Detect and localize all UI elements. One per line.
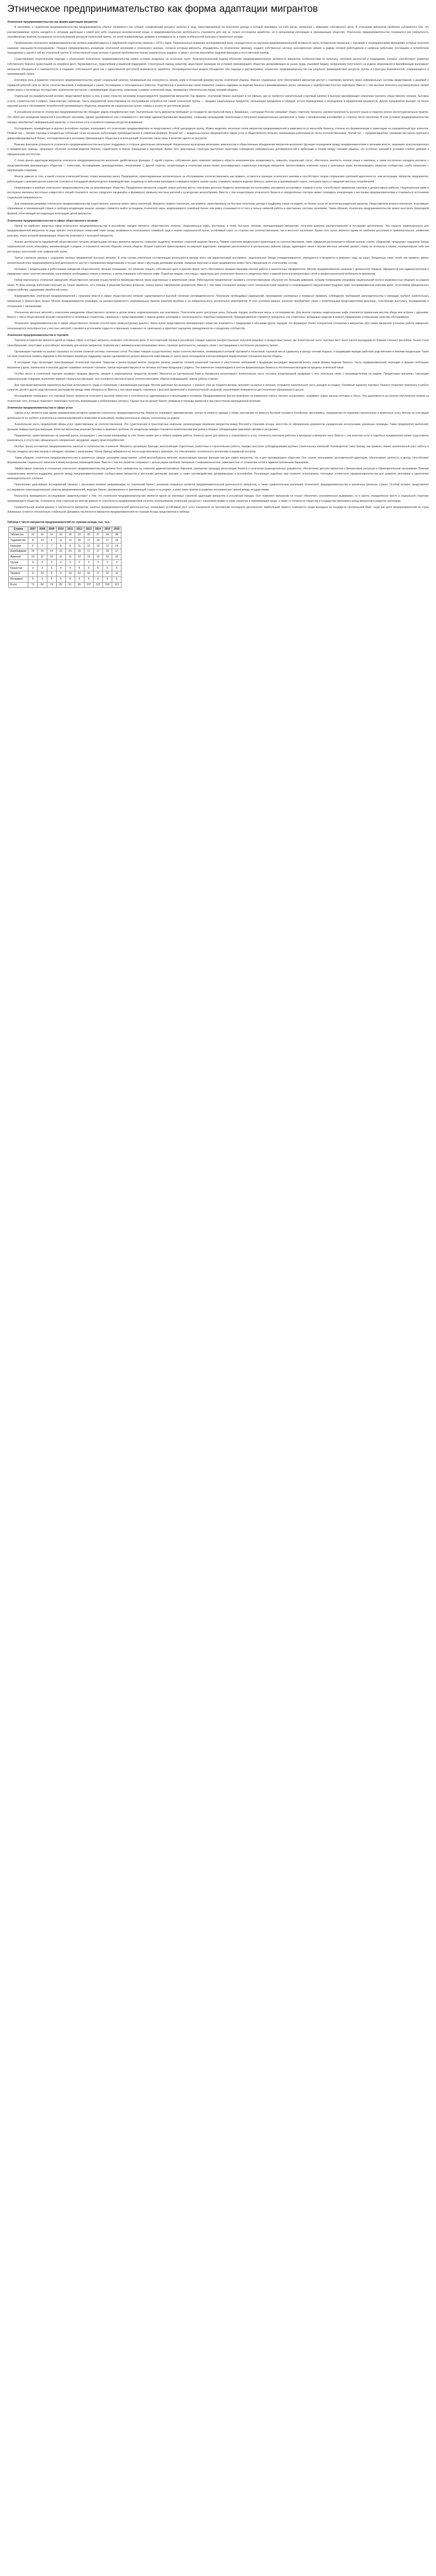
table-row-label: Казахстан	[9, 566, 28, 571]
table-cell: 13	[93, 554, 102, 560]
table-cell: 4	[38, 560, 47, 566]
table-cell: 82	[56, 582, 65, 588]
table-cell: 12	[112, 554, 121, 560]
table-cell: 11	[75, 544, 84, 549]
table-cell: 6	[93, 577, 102, 582]
paragraph: Существующие теоретические подходы к объяснению этнического предпринимательства можно условно разделить на несколько групп. Культурологический подход объясняет предпринимательскую активность мигрантов особенностями их культуры, системой ценностей и традициями, которые способствуют развитию собственного бизнеса: ориентацией на семейное дело, бережливостью, трудолюбием и взаимной поддержкой. Структурный подход, напротив, акцентирует внимание на условиях принимающего общества: дискриминация на рынке труда, языковой барьер, непризнание полученного на родине образования и квалификации вынуждают мигрантов обращаться к самозанятости и созданию собственного дела как к единственной доступной возможности заработка. Интеракционистская модель объединяет оба подхода и рассматривает этническое предпринимательство как результат взаимодействия ресурсов группы и структуры возможностей, открывающихся в принимающей стране.	[7, 58, 429, 76]
table-row	[9, 560, 121, 566]
table-cell: 5	[103, 577, 112, 582]
table-cell: 3	[28, 566, 38, 571]
table-cell: 10	[38, 571, 47, 577]
table-cell: 5	[103, 566, 112, 571]
table-cell: 4	[65, 566, 75, 571]
table-cell: 12	[103, 554, 112, 560]
table-cell: 10	[75, 571, 84, 577]
paragraph: Для понимания динамики этнического предпринимательства существенное значение имеет смена поколений. Мигранты первого поколения, как правило, ориентированы на быстрое получение дохода и поддержку семьи на родине, их бизнес носит во многом вынужденный характер. Представители второго поколения, получившие образование в принимающей стране и свободно владеющие языком, нередко стремятся выйти за пределы этнической ниши, модернизируют семейный бизнес или вовсе отказываются от него в пользу наёмной работы в престижных секторах экономики. Таким образом, этническое предпринимательство может выступать переходной формой, облегчающей последующую интеграцию детей мигрантов.	[7, 202, 429, 216]
table-cell: 3	[56, 560, 65, 566]
table-cell: 12	[84, 544, 93, 549]
table-cell: 9	[47, 538, 56, 544]
table-cell: 7	[38, 544, 47, 549]
table-cell: 11	[65, 554, 75, 560]
paragraph: Значительная часть предприятий сферы услуг ориентирована на соотечественников. Это туристические и транспортные компании, организующие перевозки мигрантов между Россией и странами исхода, агентства по оформлению документов, юридические консультации, денежные переводы. Такие предприятия выполняют функцию инфраструктуры миграции, облегчая мигрантам решение бытовых и правовых проблем. Их владельцы нередко становятся влиятельными фигурами в общине, обладающими широкими связями и ресурсами.	[7, 422, 429, 431]
table-row-label: Всего	[9, 582, 28, 588]
paragraph: Этническое предпринимательство в сфере общественного питания способствует межкультурному диалогу. Через кухню представители принимающего общества знакомятся с традициями и обычаями других народов, что формирует более толерантное отношение к мигрантам. Для самих мигрантов успешная работа заведения, пользующегося популярностью у местных жителей, становится источником гордости и признания, повышает их самооценку и укрепляет ощущение принадлежности к городскому сообществу.	[7, 322, 429, 330]
table-cell: 106	[103, 582, 112, 588]
table-cell: 6	[28, 544, 38, 549]
table-cell: 7	[47, 544, 56, 549]
table-header-cell: 2007	[28, 527, 38, 532]
table-cell: 13	[112, 571, 121, 577]
section-heading: Этническое предпринимательство в сфере услуг	[7, 406, 73, 410]
table-cell: 25	[84, 532, 93, 538]
table-cell: 10	[65, 571, 75, 577]
table-cell: 6	[75, 577, 84, 582]
table-row	[9, 571, 121, 577]
paragraph: Результаты проведённого исследования свидетельствуют о том, что этническое предпринимательство является одной из ключевых стратегий адаптации мигрантов в российских городах. Оно позволяет мигрантам не только обеспечить экономическое выживание, но и занять определённое место в социальной структуре принимающего общества. Успешность этой стратегии во многом зависит от способности предпринимателей сочетать использование этнических ресурсов с освоением правил и норм, принятых в принимающей среде, а также от готовности общества и государства признавать вклад мигрантов в развитие экономики.	[7, 495, 429, 503]
paragraph: Одной из наиболее заметных сфер этнического предпринимательства в российских городах является общественное питание. Национальные кафе, рестораны и точки быстрого питания, принадлежащие мигрантам, получили широкое распространение в последние десятилетия. Эта отрасль привлекательна для предпринимателей-мигрантов по ряду причин: относительно невысокий порог входа, возможность использовать семейный труд и знания национальной кухни, устойчивый спрос со стороны как соотечественников, так и местного населения. Кроме того, кухня является одним из наиболее доступных и привлекательных элементов культуры, через который принимающее общество знакомится с культурой мигрантов.	[7, 224, 429, 238]
table-cell: 5	[38, 577, 47, 582]
paragraph: Торговля исторически является одной из первых сфер, в которых мигранты начинают собственное дело. В постсоветский период в российских городах широкое распространение получили вещевые и продуктовые рынки, где значительная часть торговых мест была занята выходцами из бывших союзных республик. Рынки стали своеобразными «воротами» в российскую экономику для многих мигрантов, позволяя им с минимальными вложениями начать торговую деятельность, наладить связи с поставщиками и постепенно расширить бизнес.	[7, 339, 429, 347]
table-cell: 10	[28, 554, 38, 560]
paragraph: Для торговцев-мигрантов характерна высокая интенсивность труда и стремление к минимизации расходов. Многие работают без выходных, с раннего утра до позднего вечера, экономят на жилье и питании, отправляя значительную часть доходов на родину. Семейный характер торгового бизнеса позволяет вовлекать в работу супругов, детей и других родственников, распределяя между ними обязанности. Вместе с тем такая модель сопряжена с высокой физической и психологической нагрузкой, ограничивает возможности для получения образования и досуга.	[7, 383, 429, 392]
table-row-label: Таджикистан	[9, 538, 28, 544]
table-cell: 11	[56, 538, 65, 544]
paragraph: Проблематика этнического предпринимательства активно разрабатывается в зарубежной социологии начиная с 1970-х годов. Первоначально внимание исследователей было сосредоточено на изучении предпринимательской активности групп, исторически связанных с торговлей и посредническими функциями, которые получили название «меньшинств-посредников». Позднее сформировались концепции этнической экономики и этнического анклава, согласно которым мигранты, объединяясь по этническому признаку, создают собственную систему экономических связей, в рамках которой работодатели и наёмные работники, поставщики и потребители принадлежат к одной и той же этнической группе. В отечественной науке интерес к данной проблематике возник сравнительно недавно, в связи с ростом масштабов трудовой миграции в постсоветский период.	[7, 42, 429, 55]
table-cell: 9	[28, 571, 38, 577]
table-cell: 13	[93, 544, 102, 549]
table-cell: 80	[38, 582, 47, 588]
paragraph: Исследования, проведённые в крупных российских городах, показывают, что этнические предприниматели не представляют собой однородную группу. Можно выделить несколько типов мигрантов-предпринимателей в зависимости от масштаба бизнеса, степени его формализации и ориентации на определённый круг клиентов. Первый тип — мелкие торговцы и владельцы небольших точек на рынках, работающие преимущественно в семейном формате. Второй тип — владельцы малых предприятий в сфере услуг и общественного питания, нанимающие работников из числа соотечественников. Третий тип — предприниматели, сумевшие выстроить крупный и диверсифицированный бизнес, интегрированный в экономику принимающего общества и использующий этнические связи лишь в качестве одного из ресурсов.	[7, 127, 429, 140]
table-cell: 6	[65, 577, 75, 582]
table-row	[9, 532, 121, 538]
table-cell: 12	[28, 532, 38, 538]
table-cell: 12	[75, 554, 84, 560]
table-row	[9, 577, 121, 582]
table-header-cell: Страна	[9, 527, 28, 532]
table-cell: 3	[47, 566, 56, 571]
paragraph: С точки зрения адаптации мигрантов этническое предпринимательство выполняет двойственную функцию. С одной стороны, собственное дело позволяет мигранту обрести экономическую независимость, повысить социальный статус, обеспечить занятость членов семьи и земляков, а также постепенно наладить контакты с представителями принимающего общества — клиентами, поставщиками, арендодателями, чиновниками. С другой стороны, концентрация в этнических нишах может консервировать социальную изоляцию мигрантов, препятствовать освоению языка и культурных норм, воспроизводить закрытые сообщества, слабо связанные с окружающим социумом.	[7, 159, 429, 173]
table-cell: 12	[103, 544, 112, 549]
table-row-label: Азербайджан	[9, 549, 28, 554]
table-cell: 19	[65, 532, 75, 538]
paragraph: Исследование показывает, что торговый бизнес мигрантов отличается высокой гибкостью и способностью адаптироваться к меняющимся условиям. Предприниматели быстро реагируют на изменения спроса, меняют ассортимент, осваивают новые каналы поставок и сбыта. Эта адаптивность во многом обусловлена опорой на этнические сети, которые позволяют оперативно получать информацию и мобилизовать ресурсы. Однако она же делает бизнес уязвимым в периоды кризисов и при ужесточении миграционной политики.	[7, 395, 429, 403]
table-cell: 14	[47, 549, 56, 554]
paragraph: Анализ деятельности предприятий общественного питания, владельцами которых являются мигранты, позволяет выделить несколько стратегий ведения бизнеса. Первая стратегия предполагает ориентацию на соотечественников: такие заведения располагаются вблизи рынков, строек, общежитий, предлагают недорогие блюда национальной кухни, атмосферу, напоминающую о родине, и становятся местом общения членов общины. Вторая стратегия ориентирована на широкую аудиторию: заведения располагаются в центральных районах города, адаптируют меню к вкусам местных жителей, делают ставку на интерьер и сервис, позиционируют себя как рестораны «восточной» или «кавказской» кухни.	[7, 240, 429, 254]
table-cell: 16	[103, 549, 112, 554]
paragraph: Сравнительный анализ данных о численности мигрантов, занятых предпринимательской деятельностью, показывает устойчивый рост этого показателя на протяжении последнего десятилетия. Наибольший прирост отмечается среди выходцев из государств Центральной Азии, тогда как доля предпринимателей из стран Закавказья остаётся относительно стабильной. Динамика численности мигрантов-предпринимателей по странам исхода представлена в таблице.	[7, 505, 429, 514]
table-cell: 24	[103, 532, 112, 538]
table-cell: 13	[65, 538, 75, 544]
table-cell: 4	[56, 566, 65, 571]
table-cell: 112	[93, 582, 102, 588]
paragraph: Интервью с владельцами и работниками заведений общественного питания показывают, что решение открыть собственное дело в данной сфере часто обусловлено предшествующим опытом работы в аналогичных предприятиях. Многие предприниматели начинали с должностей поваров, официантов или администраторов в заведениях своих соотечественников, накапливали необходимые знания и капитал, а затем открывали собственное кафе. Подобная модель «лестницы» характерна для этнического бизнеса и свидетельствует о важной роли внутригрупповых сетей в профессиональной мобильности мигрантов.	[7, 267, 429, 276]
table-header-cell: 2010	[56, 527, 65, 532]
table-header-cell: 2011	[65, 527, 75, 532]
table-cell: 5	[93, 566, 102, 571]
table-header-cell: 2016	[112, 527, 121, 532]
paragraph: Предприятия, ориентированные на широкий рынок, конкурируют с местными компаниями за счёт более низких цен и гибкого графика работы. Клиенты ценят доступность и оперативность услуг, готовность мастеров работать в выходные и вечерние часы. Вместе с тем качество услуг в подобных предприятиях может существенно различаться, а отсутствие официального оформления затрудняет защиту прав потребителей.	[7, 434, 429, 443]
table-row	[9, 582, 121, 588]
table-caption: Таблица 1 Число мигрантов-предпринимателей по странам исхода, тыс. чел.	[7, 520, 110, 524]
table-cell: 12	[103, 571, 112, 577]
table-cell: 10	[47, 554, 56, 560]
table-cell: 8	[56, 544, 65, 549]
table-cell: 17	[112, 549, 121, 554]
paragraph: В российском контексте этническое предпринимательство обладает рядом специфических черт. Значительная часть мигрантов прибывает из государств Центральной Азии и Закавказья, с которыми Россию связывает общее советское прошлое, распространённость русского языка и сходство многих институциональных практик. Это облегчает вхождение мигрантов в российскую экономику, однако одновременно они сталкиваются с жёсткими административными барьерами, сложными процедурами легализации и получения разрешительных документов, а также с проявлениями ксенофобии со стороны части населения. В этих условиях предпринимательство нередко приобретает неформальный характер, а этнические сети становятся главным ресурсом выживания.	[7, 111, 429, 124]
table-cell: 4	[75, 566, 84, 571]
table-cell: 17	[93, 549, 102, 554]
table-header-row	[9, 527, 121, 532]
table-header-cell: 2009	[47, 527, 56, 532]
paragraph: Особую группу составляют предприниматели, занятые в строительстве и ремонте. Мигранты организуют бригады, выполняющие отделочные, ремонтные и строительные работы, нередко выступая субподрядчиками крупных строительных компаний. Руководители таких бригад, как правило, имеют значительный опыт работы в России, владеют русским языком и обладают связями с заказчиками. Члены бригад набираются из числа родственников и земляков, что обеспечивает сплочённость коллектива и взаимный контроль.	[7, 445, 429, 453]
table-cell: 9	[65, 544, 75, 549]
table-cell: 5	[56, 577, 65, 582]
table-cell: 3	[47, 560, 56, 566]
table-cell: 19	[93, 538, 102, 544]
table-header-cell: 2012	[75, 527, 84, 532]
paragraph: Эффективная политика в отношении этнического предпринимательства должна быть направлена на снижение административных барьеров, упрощение процедур регистрации бизнеса и получения разрешительных документов, обеспечение доступа мигрантов к финансовым ресурсам и образовательным программам. Важным направлением является поддержка диалога между предпринимательскими сообществами мигрантов и местными деловыми кругами, а также противодействие дискриминации и ксенофобии. Реализация подобных мер позволит использовать потенциал этнического предпринимательства для развития экономики и укрепления межнационального согласия.	[7, 467, 429, 481]
table-header-cell: 2015	[103, 527, 112, 532]
article-title: Этническое предпринимательство как форма адаптации мигрантов	[7, 4, 318, 14]
paragraph: Сфера услуг является ещё одним направлением активного развития этнического предпринимательства. Мигранты открывают парикмахерские, ателье по ремонту одежды и обуви, мастерские по ремонту бытовой техники и телефонов, автосервисы, предприятия по оказанию строительных и ремонтных услуг. Многие из этих видов деятельности не требуют значительных капиталовложений и позволяют использовать профессиональные навыки, полученные на родине.	[7, 412, 429, 420]
table-cell: 71	[28, 582, 38, 588]
table-cell: 5	[112, 566, 121, 571]
section-heading: Этническое предпринимательство как форма адаптации мигрантов	[7, 21, 98, 24]
table-cell: 8	[28, 538, 38, 544]
table-row	[9, 554, 121, 560]
table-row-label: Грузия	[9, 560, 28, 566]
paragraph: Перспективы дальнейших исследований связаны с изучением влияния цифровизации на этнический бизнес, анализом гендерных аспектов предпринимательской деятельности мигрантов, а также сравнительным изучением этнического предпринимательства в различных регионах страны. Особый интерес представляет исследование транснациональных практик предпринимателей, ведущих бизнес одновременно в принимающей стране и на родине, и роли таких практик в развитии экономических связей между государствами.	[7, 483, 429, 492]
table-row	[9, 549, 121, 554]
table-cell: 5	[112, 577, 121, 582]
table-cell: 14	[47, 532, 56, 538]
paragraph: Особое место в этнической торговле занимает продажа фруктов, овощей и национальных продуктов питания. Мигранты из Центральной Азии и Закавказья контролируют значительную часть поставок плодоовощной продукции с юга, используя связи с производителями на родине. Продуктовые магазины, торгующие национальными товарами, выполняют важную социальную функцию: они становятся местом встречи соотечественников, обмена информацией, поиска работы и жилья.	[7, 372, 429, 381]
paragraph: Немаловажно и влияние этнического предпринимательства на принимающее общество. Предприятия мигрантов создают новые рабочие места, пополняют местные бюджеты налоговыми поступлениями, расширяют ассортимент товаров и услуг, способствуют оживлению торговли в депрессивных районах. Национальные кафе и рестораны, магазины восточных сладостей и специй становятся частью городского ландшафта и формируют привычку местных жителей к культурному многообразию. Вместе с тем концентрация этнического бизнеса в определённых секторах может порождать конкуренцию с местными предпринимателями и становиться источником социальной напряжённости.	[7, 186, 429, 199]
article-body	[7, 20, 429, 515]
table-row-label: Украина	[9, 571, 28, 577]
table-cell: 26	[112, 532, 121, 538]
table-cell: 74	[47, 582, 56, 588]
table-cell: 3	[112, 560, 121, 566]
table-cell: 15	[75, 538, 84, 544]
table-cell: 16	[75, 549, 84, 554]
table-cell: 4	[28, 560, 38, 566]
table-cell: 16	[65, 549, 75, 554]
paragraph: Важным фактором успешности этнического предпринимательства выступает поддержка со стороны диаспорных организаций. Национально-культурные автономии, землячества и общественные объединения мигрантов выполняют функции посредников между предпринимателями и органами власти, оказывают консультационную и юридическую помощь, организуют обучение основам ведения бизнеса, содействуют в поиске помещений и партнёров. Кроме того, диаспорные структуры выступают гарантами соблюдения неформальных договорённостей и арбитрами в спорах между членами общины, что особенно значимо в условиях слабого доверия к официальным институтам.	[7, 143, 429, 156]
table-cell: 14	[28, 549, 38, 554]
data-table	[8, 527, 121, 588]
table-cell: 5	[84, 566, 93, 571]
table-cell: 15	[38, 549, 47, 554]
paragraph: Взаимодействие этнических предпринимателей с органами власти в сфере общественного питания характеризуется высокой степенью неопределённости. Получение необходимых разрешений, прохождение санитарных и пожарных проверок, соблюдение требований законодательства о миграции требуют значительных временных и финансовых затрат. Многие предприниматели указывают на распространённость неформальных практик решения проблем и на избирательность контрольных мероприятий. В этих условиях важное значение приобретают связи с влиятельными представителями диаспоры, способными выступить посредниками в отношениях с чиновниками.	[7, 295, 429, 308]
table-cell: 15	[38, 532, 47, 538]
table-cell: 5	[28, 577, 38, 582]
table-cell: 6	[84, 577, 93, 582]
table-row-label: Узбекистан	[9, 532, 28, 538]
table-cell: 11	[56, 554, 65, 560]
table-cell: 3	[84, 560, 93, 566]
section-heading: Этническое предпринимательство в сфере общественного питания	[7, 219, 98, 223]
paragraph: Таким образом, этническое предпринимательство в различных сферах экономики представляет собой многообразное явление, выполняющее важные функции как для самих мигрантов, так и для принимающего общества. Оно служит механизмом экономической адаптации, обеспечивает занятость и доход, способствует формированию социального капитала и межкультурному взаимодействию. Вместе с тем его развитие сопряжено с целым рядом проблем, связанных с неформальностью, зависимостью от этнических сетей и административными барьерами.	[7, 456, 429, 465]
table-cell: 91	[65, 582, 75, 588]
table-cell: 17	[84, 538, 93, 544]
table-cell: 3	[75, 560, 84, 566]
table-row	[9, 538, 121, 544]
table-cell: 27	[93, 532, 102, 538]
table-header-cell: 2008	[38, 527, 47, 532]
table-cell: 99	[75, 582, 84, 588]
table-cell: 3	[65, 560, 75, 566]
table-row	[9, 544, 121, 549]
paragraph: Организация торговли на рынках строилась на основе сложной системы этнических сетей. Поставки товаров осуществлялись через соотечественников, занимавшихся оптовой торговлей и логистикой, торговые места сдавались в аренду членам общины, а продавцами нередко работали родственники и земляки владельцев. Такая система позволяла снижать издержки и обеспечивать взаимную поддержку, однако одновременно делала мигрантов зависимыми от узкого круга посредников и воспроизводила иерархические отношения внутри общины.	[7, 350, 429, 359]
table-cell: 3	[93, 560, 102, 566]
table-cell: 3	[38, 566, 47, 571]
paragraph: В последние годы происходит трансформация этнической торговли. Закрытие и реконструкция многих городских рынков, развитие сетевой розничной торговли и ужесточение требований к продавцам вынуждают мигрантов искать новые формы ведения бизнеса. Часть предпринимателей переходит в формат небольших магазинов у дома, павильонов и киосков, другие осваивают интернет-торговлю, третьи переориентируются на оптовые поставки продукции с родины. Эти изменения сопровождаются ростом формализации бизнеса и постепенным выходом за пределы этнической ниши.	[7, 361, 429, 370]
table-header-cell: 2014	[93, 527, 102, 532]
table-cell: 16	[56, 532, 65, 538]
table-cell: 14	[112, 544, 121, 549]
section-heading: Этническое предпринимательство в торговле	[7, 334, 69, 337]
table-cell: 12	[84, 554, 93, 560]
table-cell: 10	[38, 538, 47, 544]
paragraph: Многое зависит от того, в какой степени этнический бизнес открыт внешнему рынку. Предприятия, ориентированные исключительно на обслуживание соотечественников, как правило, остаются в границах этнического анклава и способствуют скорее сохранению групповой идентичности, чем интеграции. Напротив, предприятия, работающие с широким кругом клиентов, становятся площадкой межкультурного взаимодействия: владельцы и работники вынуждены совершенствовать знание языка, осваивать правила ведения бизнеса, принятые в принимающей стране, учитывать вкусы и ожидания местных потребителей.	[7, 175, 429, 183]
table-cell: 11	[38, 554, 47, 560]
paragraph: Набор персонала в этнических заведениях общественного питания осуществляется преимущественно через родственные и земляческие связи. Работодатели предпочитают нанимать соотечественников, объясняя это большим доверием, лучшим пониманием специфики национальной кухни и возможностью общения на родном языке. В свою очередь работники получают не только заработок, но и помощь в решении бытовых вопросов, поиске жилья, оформлении документов. Вместе с тем такие отношения нередко носят патерналистский характер и сопровождаются нарушениями трудовых прав: ненормированным рабочим днём, отсутствием официального трудоустройства, задержками заработной платы.	[7, 279, 429, 292]
table-cell: 22	[75, 532, 84, 538]
table-cell: 18	[112, 538, 121, 544]
paragraph: Третья стратегия связана с созданием сетевых предприятий быстрого питания. В этом случае этническая составляющая используется прежде всего как маркетинговый инструмент: национальные блюда стандартизируются, упрощаются и продаются в формате «еды на ходу». Владельцы таких сетей, как правило, имеют значительный опыт предпринимательской деятельности, доступ к банковскому кредитованию и тесные связи с местными деловыми кругами. Наёмный персонал в таких предприятиях может быть смешанным по этническому составу.	[7, 257, 429, 265]
table-header-cell: 2013	[84, 527, 93, 532]
paragraph: В экономике и социологии предпринимательства предприниматель обычно понимается как субъект, соединяющий ресурсы, капитал и труд, ориентированный на получение дохода и готовый принимать на себя риски, связанные с ведением собственного дела. В отношении мигрантов проблема усложняется тем, что рассматриваемая группа находится в ситуации адаптации к новой для себя социально-экономической среде, и предпринимательская деятельность становится для неё не только источником заработка, но и механизмом интеграции в принимающее общество. Этническое предпринимательство понимается как совокупность экономических практик, основанных на использовании ресурсов этнической группы, её сетей взаимопомощи, доверия и солидарности, а также особенностей культуры и жизненного уклада.	[7, 26, 429, 39]
table-cell: 17	[84, 549, 93, 554]
table-cell: 9	[56, 571, 65, 577]
table-cell: 3	[103, 560, 112, 566]
table-cell: 5	[47, 577, 56, 582]
table-cell: 9	[47, 571, 56, 577]
table-row-label: Армения	[9, 554, 28, 560]
table-row-label: Молдавия	[9, 577, 28, 582]
table-cell: 15	[56, 549, 65, 554]
table-cell: 9	[93, 571, 102, 577]
paragraph: Отдельный исследовательский интерес представляет вопрос о том, в каких отраслях экономики концентрируются предприятия мигрантов. Как правило, этнический бизнес возникает в тех сферах, где не требуется значительный стартовый капитал и высокая квалификация: розничная торговля, общественное питание, бытовые услуги, строительство и ремонт, транспортные перевозки. Часть предприятий ориентирована на обслуживание потребностей самой этнической группы — продажа национальных продуктов, организация праздников и обрядов, услуги переводчиков и посредников в оформлении документов. Другие предприятия выходят на более широкий рынок и обслуживают потребителей принимающего общества, предлагая им национальную кухню, товары и услуги по доступным ценам.	[7, 95, 429, 108]
paragraph: Ключевую роль в развитии этнического предпринимательства играет социальный капитал, понимаемый как совокупность связей, норм и отношений доверия внутри этнической общины. Именно социальные сети обеспечивают мигрантам доступ к стартовому капиталу через неформальные системы кредитования, к дешёвой и надёжной рабочей силе из числа соотечественников, к информации о рынке, поставщиках и потенциальных клиентах. Родственные и земляческие связи позволяют снижать издержки на ведение бизнеса и минимизировать риски, связанные с недобросовестностью партнёров. Вместе с тем высокая плотность внутригрупповых связей может иметь и негативные последствия: ограничение контактов с принимающим обществом, замыкание в рамках этнической ниши, чрезмерные обязательства перед членами общины.	[7, 79, 429, 92]
table-cell: 107	[84, 582, 93, 588]
paragraph: Отношение местных жителей к этническим заведениям общественного питания в целом можно охарактеризовать как позитивное. Посетители ценят доступные цены, большие порции, необычные вкусы и гостеприимство. Для многих горожан национальные кафе становятся привычным местом обеда или встречи с друзьями. Вместе с тем в общественном мнении сохраняются и негативные стереотипы, связанные с представлениями о низком уровне санитарии и «нелегальности» подобных предприятий. Предприниматели стремятся преодолеть эти стереотипы, вкладывая средства в ремонт, оформление и повышение качества обслуживания.	[7, 311, 429, 319]
table-cell: 17	[103, 538, 112, 544]
table-row	[9, 566, 121, 571]
table-cell: 10	[84, 571, 93, 577]
table-row-label: Киргизия	[9, 544, 28, 549]
table-cell: 113	[112, 582, 121, 588]
